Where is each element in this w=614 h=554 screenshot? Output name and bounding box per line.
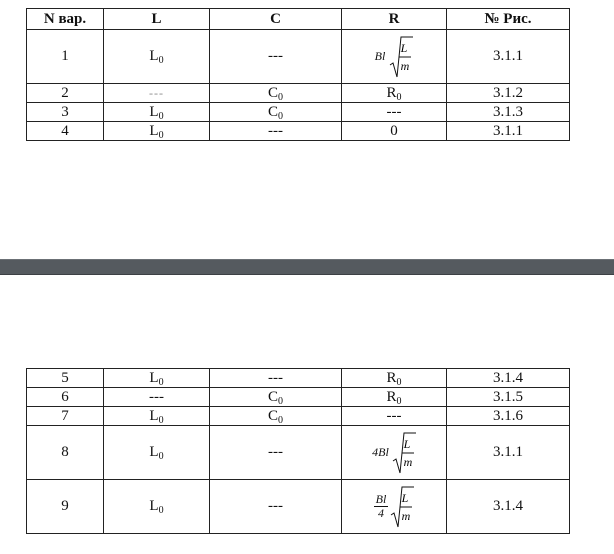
cell-c: --- [210,30,342,84]
cell-c: --- [210,480,342,534]
cell-l: --- [104,84,210,103]
cell-figure: 3.1.4 [447,369,570,388]
table-row [27,122,570,141]
cell-l: $L_0$ [104,103,210,122]
table-row [27,103,570,122]
cell-c: --- [210,369,342,388]
svg-text:m: m [400,58,410,73]
svg-text:L: L [401,490,409,505]
cell-variant: 9 [27,480,104,534]
table-row [27,369,570,388]
table-row [27,407,570,426]
cell-variant: 6 [27,388,104,407]
cell-r: $R_0$ [342,369,447,388]
cell-l: $L_0$ [104,30,210,84]
cell-c: $C_0$ [210,407,342,426]
table-row [27,426,570,480]
cell-l: $L_0$ [104,407,210,426]
cell-figure: 3.1.1 [447,122,570,141]
cell-r: --- [342,407,447,426]
cell-l: $L_0$ [104,426,210,480]
variants-table-top [26,8,570,141]
cell-variant: 1 [27,30,104,84]
cell-c: $C_0$ [210,103,342,122]
svg-text:m: m [401,508,411,523]
r-formula: Bl L m [375,35,414,79]
cell-r: 0 [342,122,447,141]
cell-variant: 2 [27,84,104,103]
cell-r: $R_0$ [342,84,447,103]
sqrt-symbol [392,431,416,475]
page-divider-bar [0,259,614,275]
cell-figure: 3.1.4 [447,480,570,534]
r-formula [374,485,415,529]
svg-text:m: m [403,454,413,469]
header-variant: N вар. [27,9,104,30]
r-formula: 4Bl L m [372,431,416,475]
cell-variant: 4 [27,122,104,141]
table-row [27,480,570,534]
variants-table-bottom [26,368,570,534]
cell-c: $C_0$ [210,388,342,407]
cell-r: $R_0$ [342,388,447,407]
cell-variant: 8 [27,426,104,480]
cell-c: --- [210,426,342,480]
svg-text:L: L [400,40,408,55]
table-header-row [27,9,570,30]
cell-variant: 3 [27,103,104,122]
cell-l: $L_0$ [104,122,210,141]
cell-l: $L_0$ [104,480,210,534]
cell-r-formula [342,480,447,534]
cell-r: --- [342,103,447,122]
cell-figure: 3.1.6 [447,407,570,426]
cell-figure: 3.1.3 [447,103,570,122]
cell-figure: 3.1.2 [447,84,570,103]
cell-figure: 3.1.5 [447,388,570,407]
sqrt-symbol [389,35,413,79]
cell-figure: 3.1.1 [447,426,570,480]
header-r: R [342,9,447,30]
svg-text:L: L [403,436,411,451]
cell-variant: 7 [27,407,104,426]
cell-figure: 3.1.1 [447,30,570,84]
table-row [27,84,570,103]
cell-r-formula [342,30,447,84]
header-figure: № Рис. [447,9,570,30]
header-c: C [210,9,342,30]
cell-c: $C_0$ [210,84,342,103]
table-row [27,30,570,84]
header-l: L [104,9,210,30]
coefficient-fraction: $\frac{Bl}{4}$ [375,492,387,520]
sqrt-symbol [390,485,414,529]
cell-c: --- [210,122,342,141]
cell-l: --- [104,388,210,407]
cell-variant: 5 [27,369,104,388]
cell-l: $L_0$ [104,369,210,388]
table-row [27,388,570,407]
cell-r-formula [342,426,447,480]
